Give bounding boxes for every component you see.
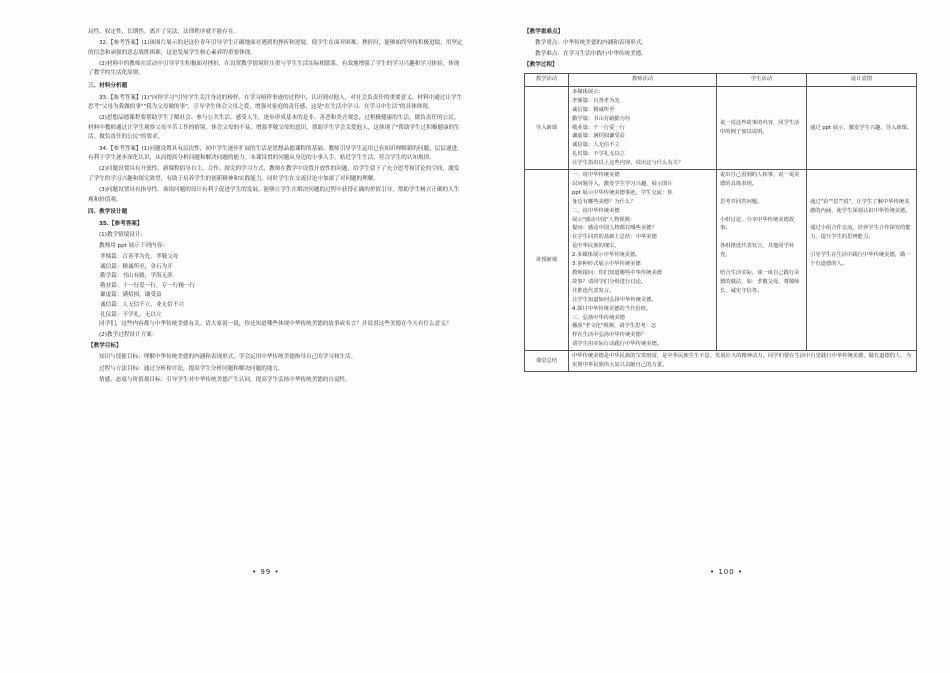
cell-line <box>720 207 803 216</box>
keypoint-item: 教学难点：在学习生活中践行中华传统美德。 <box>535 51 647 58</box>
cell-line: 思考并回答问题。 <box>720 198 763 205</box>
cell-line: 2.多媒体展示中华传统美德。 <box>572 252 641 259</box>
paragraph: (2)思想品德课程要帮助学生了解社会、参与公共生活、感受人生，逐步形成基本的是非、善恶和美丑观念，过积极健康的生活，做负责任的公民。材料中教师通过让学生观察父母辛苦工作的情境，体会父母的不易，增强孝敬父母的意识，帮助学生学会关爱他人，这体现了"帮助学生过积极健康的生活，做负责任的公民"的要求。 <box>88 115 460 141</box>
cell-line: ppt 展示中华传统美德事迹，学生交流：你 <box>572 189 673 196</box>
cell-line: 在学生回答的基础上总结：中华美德 <box>572 234 657 241</box>
cell-line: 样在生活中弘扬中华传统美德？ <box>572 332 647 339</box>
paragraph: (1)教学情境设计： <box>99 231 147 238</box>
goal-heading: 【教学目标】 <box>88 343 122 350</box>
cell-line: 教师提问：你们知道哪些中华传统美德 <box>572 270 663 276</box>
section-heading: 四、教学设计题 <box>88 209 128 216</box>
cell-line <box>720 260 803 269</box>
table-header-row <box>525 73 917 86</box>
cell-line: 提问：感动中国人物都有哪些美德？ <box>572 225 657 232</box>
cell-line: 请学生用实际行动践行中华传统美德。 <box>572 341 663 348</box>
goal-item: 知识与技能目标：理解中华传统美德的内涵和表现形式，学会运用中华传统美德指导自己的学习和生活。 <box>99 354 357 361</box>
cell-line: 三、弘扬中华传统美德 <box>572 314 625 321</box>
quote-line: 孝悌篇：百善孝为先，孝敬父母 <box>100 253 179 260</box>
summary-cell <box>569 351 917 372</box>
cell-line: 勤学篇：书山有路勤为径 <box>572 115 631 122</box>
paragraph: (3)问题设置具有指导性。该组问题的设计有利于促进学生的发展，能够让学生在解决问题的过程中获得正确的价值引导，帮助学生树立正确的人生观和价值观。 <box>88 186 460 203</box>
cell-line: 结合生活实际，谈一谈自己践行美德的做法，如：孝敬父母、尊敬师长、诚实守信等。 <box>720 270 800 294</box>
paragraph: (2)问题设置具有开放性。新课程倡导自主、合作、探究的学习方式，教师在教学中设置开放性的问题，给学生留下了充分思考和讨论的空间，激发了学生的学习兴趣和探究欲望，有助于培养学生的创新精神和实践能力。同时学生在交流讨论中加深了对问题的理解。 <box>88 166 460 182</box>
quote-line: 诚信篇：人无信不立，业无信不兴 <box>100 301 184 308</box>
cell-line: 敬业篇：干一行爱一行 <box>572 124 625 131</box>
student-cell <box>717 170 807 351</box>
table-row <box>525 170 917 351</box>
column-header: 学生活动 <box>717 73 807 86</box>
cell-line: 引导学生在生活中践行中华传统美德，做一个有道德的人。 <box>810 252 911 268</box>
paragraph: 局性、权定性、长期性。离开了宪法，法律秩序就不能存在。 <box>88 29 240 35</box>
paragraph: 同学们，这些内容都与中华传统美德有关。请大家说一说，你还知道哪些体现中华传统美德的故事或名言？并说说这些美德在今天有什么意义？ <box>99 321 452 328</box>
page-number-right: • 100 • <box>710 568 744 576</box>
paragraph: 教师用 ppt 展示下列内容： <box>99 242 168 249</box>
cell-line: 身边有哪些美德？为什么？ <box>572 198 636 205</box>
goal-item: 情感、态度与价值观目标：引导学生对中华传统美德产生认同，提高学生弘扬中华传统美德的自觉性。 <box>99 376 351 383</box>
cell-line: 通过"看""思""说"，让学生了解中华传统美德的内涵，使学生深刻认识中华传统美德。 <box>810 198 911 214</box>
column-header: 教学活动 <box>525 73 569 86</box>
quote-list <box>88 253 464 320</box>
student-cell <box>717 86 807 169</box>
quote-line: 谦虚篇：满招损，谦受益 <box>100 292 162 299</box>
quote-line: 礼仪篇：不学礼，无以立 <box>100 311 162 318</box>
column-header: 教师活动 <box>569 73 717 86</box>
cell-line: 礼仪篇：不学礼无以立 <box>572 151 625 158</box>
cell-line: 诚信篇：精诚所至 <box>572 106 615 113</box>
stage-cell: 导入新课 <box>525 86 569 169</box>
cell-line: 是中华民族的瑰宝。 <box>572 243 620 250</box>
teacher-cell <box>569 170 717 351</box>
process-heading: 【教学过程】 <box>524 62 558 69</box>
cell-line: 展示"感动中国"人物视频： <box>572 216 636 223</box>
cell-line <box>810 242 913 251</box>
cell-line: 3.多种形式展示中华传统美德 <box>572 261 641 268</box>
intent-cell <box>807 86 917 169</box>
cell-line <box>810 171 913 180</box>
paragraph: (2)教学过程设计方案： <box>99 332 158 339</box>
right-page <box>524 28 916 372</box>
paragraph: 32.【参考答案】(1)该图片展示的是这位青年引导学生正确地面对遇到的挫折和逆境，使学生在面对困难、挫折时，能够始终坚持积极进取，用坚定的信念和顽强的意志战胜困难，这是发展学生核心素养的重要体现。 <box>88 40 463 56</box>
cell-line: 各组推选代表发言，其他同学补充。 <box>720 243 795 259</box>
cell-line: 并推选代表发言。 <box>572 287 615 294</box>
cell-line: 诚信篇：人无信不立 <box>572 142 620 149</box>
keypoint-item: 教学重点：中华传统美德的内涵和表现形式。 <box>535 40 647 47</box>
quote-line: 诚信篇：精诚所至，金石为开 <box>100 263 173 270</box>
goal-item: 过程与方法目标：通过分析和讨论，提高学生分析问题和解决问题的能力。 <box>99 365 284 372</box>
cell-line <box>810 189 913 198</box>
cell-line: 通过 ppt 展示，激发学生兴趣，导入新课。 <box>810 124 913 131</box>
paragraph: (2)材料中的教师在活动中引导学生积极面对挫折，在设置教学情境时注重与学生生活实际相联系，有效地增强了学生的学习兴趣和学习体验，体现了教学的生活化原则。 <box>88 60 460 77</box>
cell-line: 谦虚篇：满招损谦受益 <box>572 133 625 140</box>
intent-cell <box>807 170 917 351</box>
cell-line: 通过小组合作交流，培养学生合作探究的能力，提升学生的思辨能力。 <box>810 225 911 241</box>
left-page <box>88 28 464 387</box>
cell-line: 说出自己看到的人和事，说一说美德的具体表现。 <box>720 172 800 187</box>
column-header: 设计意图 <box>807 73 917 86</box>
cell-line: 播放"孝文化"视频，请学生思考：怎 <box>572 323 657 330</box>
stage-cell: 课堂总结 <box>525 351 569 372</box>
cell-line: 一、说中华传统美德 <box>572 172 620 179</box>
process-table <box>524 73 917 372</box>
cell-line: 孝悌篇：百善孝为先 <box>572 97 620 104</box>
cell-line <box>720 233 803 242</box>
cell-line: 二、说中华传统美德 <box>572 207 620 214</box>
cell-line: 让学生知道如何弘扬中华传统美德。 <box>572 296 657 303</box>
cell-line: 说一说这些故事的内容，同学生活中的例子加以说明。 <box>720 120 800 135</box>
cell-line <box>720 189 803 198</box>
cell-line: 以问题导入，激发学生学习兴趣，展示图片 <box>572 180 673 187</box>
paragraph: 33.【参考答案】(1)"向你学习"引导学生关注身边的榜样，在学习榜样事迹的过程中，认识到对他人、对社会负责任的重要意义。材料中通过让学生思考"父母为我做的事""我为父母做的事"，引导学生体会父母之爱，增强对家庭的责任感，这是"在生活中学习、在学习中生活"的具体体现。 <box>88 94 463 111</box>
quote-line: 勤学篇：书山有路，学海无涯 <box>100 273 173 280</box>
page-number-left: • 99 • <box>252 568 280 576</box>
cell-line: 让学生指出以上这些内容，说出这与什么有关？ <box>572 160 684 167</box>
cell-line: 小组讨论，分享中华传统美德故事。 <box>720 216 795 232</box>
quote-line: 敬业篇：干一行爱一行，专一行精一行 <box>100 282 196 289</box>
teacher-cell <box>569 86 717 169</box>
cell-line: 故事？请同学们分组进行讨论， <box>572 278 647 285</box>
answer-label: 35.【参考答案】 <box>99 220 143 227</box>
cell-line: 4.探讨中华传统美德的当代价值。 <box>572 305 652 312</box>
paragraph: 34.【参考答案】(1)问题设置具有层次性，初中学生逐步扩展的生活是思想品德课程的基础。教师引导学生运用已有知识理解新的问题，层层递进，有利于学生逐步深化认识，从而提高分析问题和解决问题的能力。本课设置的问题从身边的小事入手，贴近学生生活，符合学生的认知规律。 <box>88 145 463 162</box>
cell-line: 中华传统美德是中华民族的宝贵财富，是中华民族生生不息、发展壮大的精神动力。同学们要在生活中自觉践行中华传统美德，做有道德的人，为实现中华民族伟大复兴贡献自己的力量。 <box>572 353 912 369</box>
cell-line: 多媒体展示： <box>572 88 604 95</box>
cell-line <box>810 216 913 225</box>
section-heading: 三、材料分析题 <box>88 82 128 89</box>
stage-cell: 讲授新课 <box>525 170 569 351</box>
cell-line <box>810 180 913 189</box>
keypoint-heading: 【教学重难点】 <box>524 29 564 35</box>
table-row <box>525 351 917 372</box>
table-row <box>525 86 917 169</box>
